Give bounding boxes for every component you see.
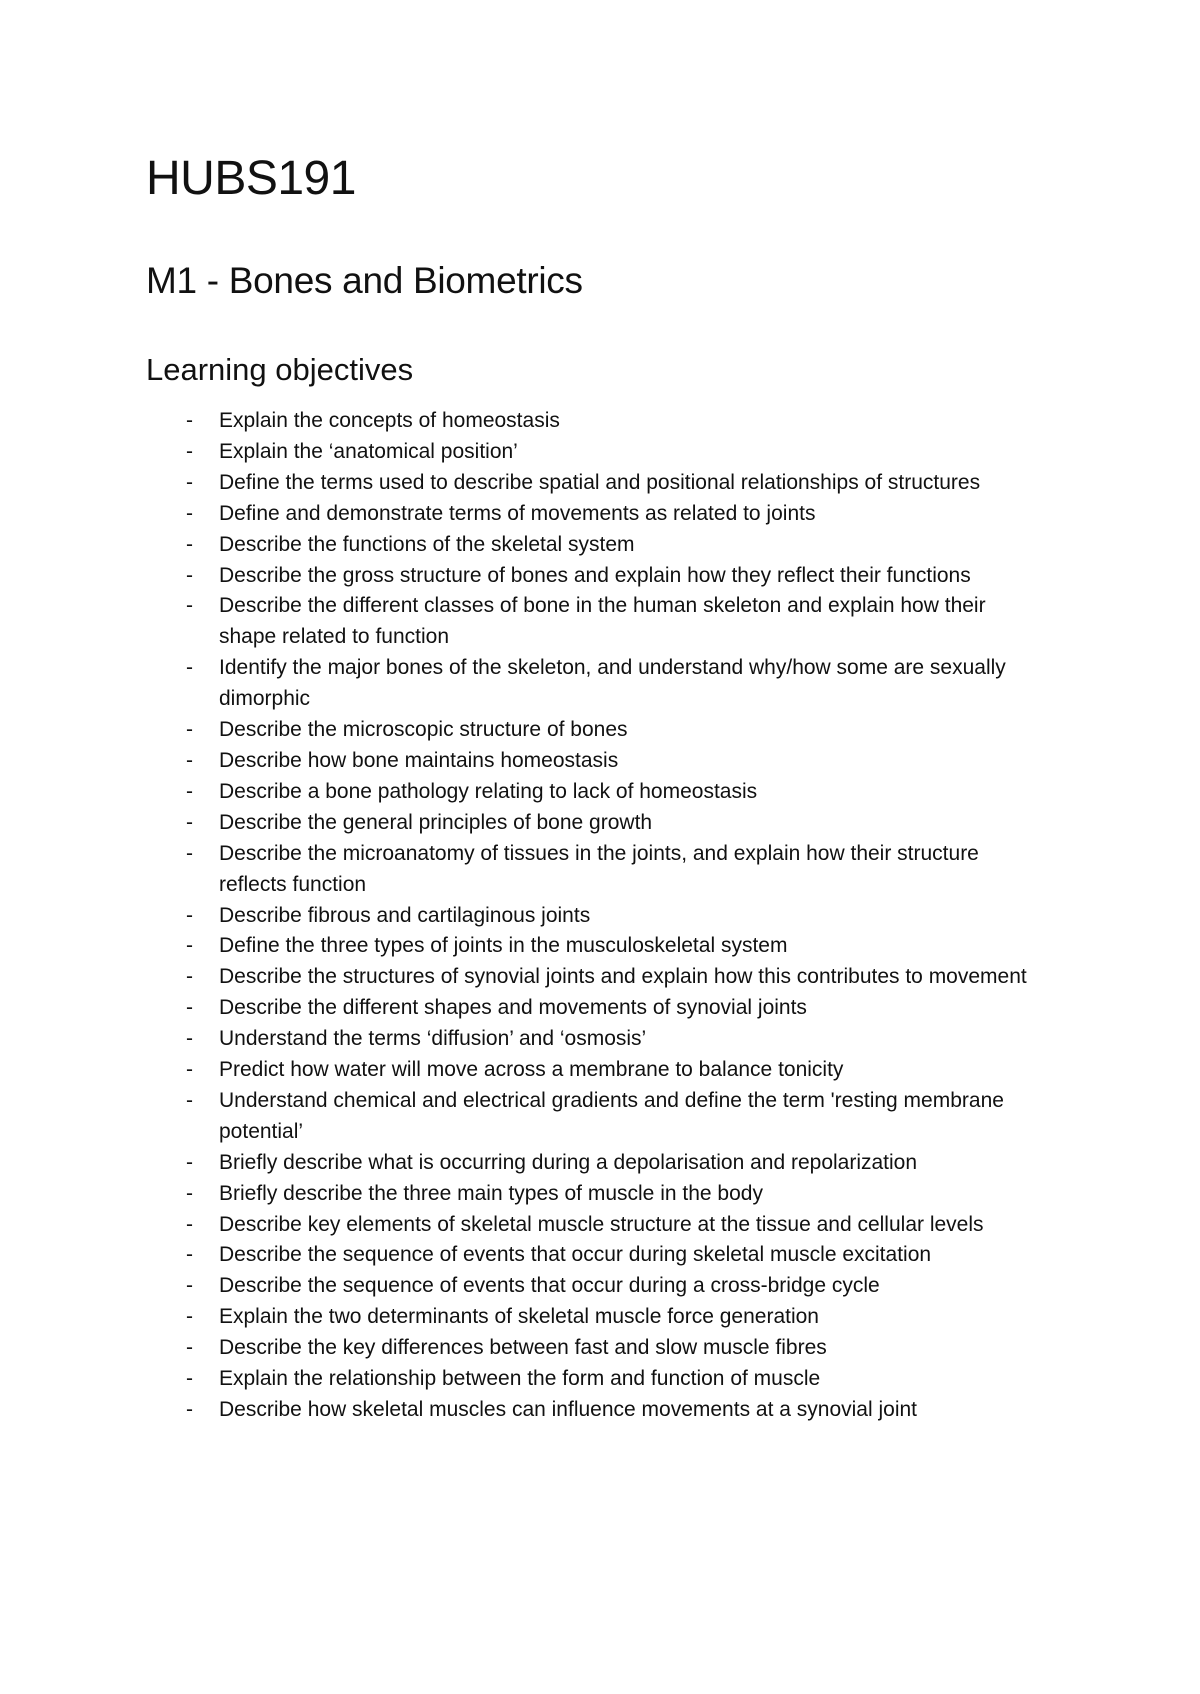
objective-item [146,715,1046,746]
list-bullet: - [186,903,193,927]
objective-item [146,1364,1046,1395]
objective-text: Describe the different classes of bone in the human skeleton and explain how their shape related to function [219,594,986,649]
module-heading: M1 - Bones and Biometrics [146,260,583,301]
objective-text: Describe the general principles of bone growth [219,810,653,834]
list-bullet: - [186,779,193,803]
objective-item [146,437,1046,468]
objective-text: Describe how skeletal muscles can influence movements at a synovial joint [219,1398,917,1421]
list-bullet: - [186,810,193,834]
objective-text: Define and demonstrate terms of movements as related to joints [219,501,816,525]
list-bullet: - [186,1058,193,1082]
objective-item [146,839,1046,901]
objective-item [146,653,1046,715]
objective-text: Describe how bone maintains homeostasis [219,748,619,772]
list-bullet: - [186,563,193,587]
objective-item [146,1240,1046,1271]
list-bullet: - [186,1336,193,1360]
list-bullet: - [186,1088,193,1112]
objective-item [146,1086,1046,1148]
objective-text: Briefly describe the three main types of muscle in the body [219,1181,763,1205]
list-bullet: - [186,439,193,463]
objective-text: Describe the gross structure of bones and explain how they reflect their functions [219,563,971,587]
objective-text: Predict how water will move across a membrane to balance tonicity [219,1058,844,1082]
objective-item [146,1302,1046,1333]
list-bullet: - [186,1181,193,1205]
objective-text: Describe a bone pathology relating to lack of homeostasis [219,779,758,803]
objective-text: Explain the relationship between the form and function of muscle [219,1367,821,1391]
list-bullet: - [186,470,193,494]
objective-text: Describe the microscopic structure of bones [219,718,628,742]
list-bullet: - [186,532,193,556]
section-heading: Learning objectives [146,352,414,387]
learning-objectives-list [146,406,1046,1426]
objective-item [146,808,1046,839]
list-bullet: - [186,1398,193,1421]
list-bullet: - [186,841,193,865]
objective-item [146,1055,1046,1086]
objective-item [146,530,1046,561]
list-bullet: - [186,1212,193,1236]
objective-item [146,406,1046,437]
objective-text: Describe the microanatomy of tissues in the joints, and explain how their structure reflects function [219,841,979,896]
objective-text: Describe fibrous and cartilaginous joints [219,903,591,927]
objective-item [146,746,1046,777]
objective-item [146,1148,1046,1179]
objective-item [146,777,1046,808]
list-bullet: - [186,1305,193,1329]
objective-text: Define the three types of joints in the musculoskeletal system [219,934,788,958]
objective-item [146,993,1046,1024]
objective-item [146,499,1046,530]
list-bullet: - [186,409,193,432]
objective-item [146,591,1046,653]
objective-item [146,1395,1046,1426]
objective-item [146,962,1046,993]
objective-text: Describe the sequence of events that occur during a cross-bridge cycle [219,1274,880,1298]
objective-text: Describe the functions of the skeletal system [219,532,635,556]
list-bullet: - [186,748,193,772]
objective-text: Describe the structures of synovial joints and explain how this contributes to movement [219,965,1027,989]
list-bullet: - [186,934,193,958]
objective-text: Describe the key differences between fast and slow muscle fibres [219,1336,827,1360]
objective-text: Describe the different shapes and movements of synovial joints [219,996,807,1020]
objective-item [146,931,1046,962]
objective-item [146,1271,1046,1302]
objective-text: Understand chemical and electrical gradients and define the term 'resting membrane potential’ [219,1088,1004,1143]
list-bullet: - [186,1243,193,1267]
objective-item [146,901,1046,932]
objective-item [146,1333,1046,1364]
document-title: HUBS191 [146,152,356,205]
list-bullet: - [186,965,193,989]
list-bullet: - [186,1150,193,1174]
list-bullet: - [186,1367,193,1391]
objective-text: Briefly describe what is occurring during a depolarisation and repolarization [219,1150,918,1174]
list-bullet: - [186,501,193,525]
objective-text: Explain the concepts of homeostasis [219,409,560,432]
list-bullet: - [186,594,193,618]
list-bullet: - [186,1027,193,1051]
objective-text: Understand the terms ‘diffusion’ and ‘osmosis’ [219,1027,647,1051]
list-bullet: - [186,996,193,1020]
objective-item [146,1024,1046,1055]
objective-item [146,561,1046,592]
list-bullet: - [186,1274,193,1298]
objective-text: Define the terms used to describe spatial and positional relationships of structures [219,470,981,494]
objective-text: Describe the sequence of events that occur during skeletal muscle excitation [219,1243,932,1267]
objective-item [146,1210,1046,1241]
objective-item [146,1179,1046,1210]
objective-text: Explain the ‘anatomical position’ [219,439,518,463]
objective-text: Describe key elements of skeletal muscle structure at the tissue and cellular levels [219,1212,984,1236]
list-bullet: - [186,656,193,680]
objective-text: Identify the major bones of the skeleton, and understand why/how some are sexually dimorphic [219,656,1006,711]
list-bullet: - [186,718,193,742]
objective-text: Explain the two determinants of skeletal muscle force generation [219,1305,819,1329]
objective-item [146,468,1046,499]
